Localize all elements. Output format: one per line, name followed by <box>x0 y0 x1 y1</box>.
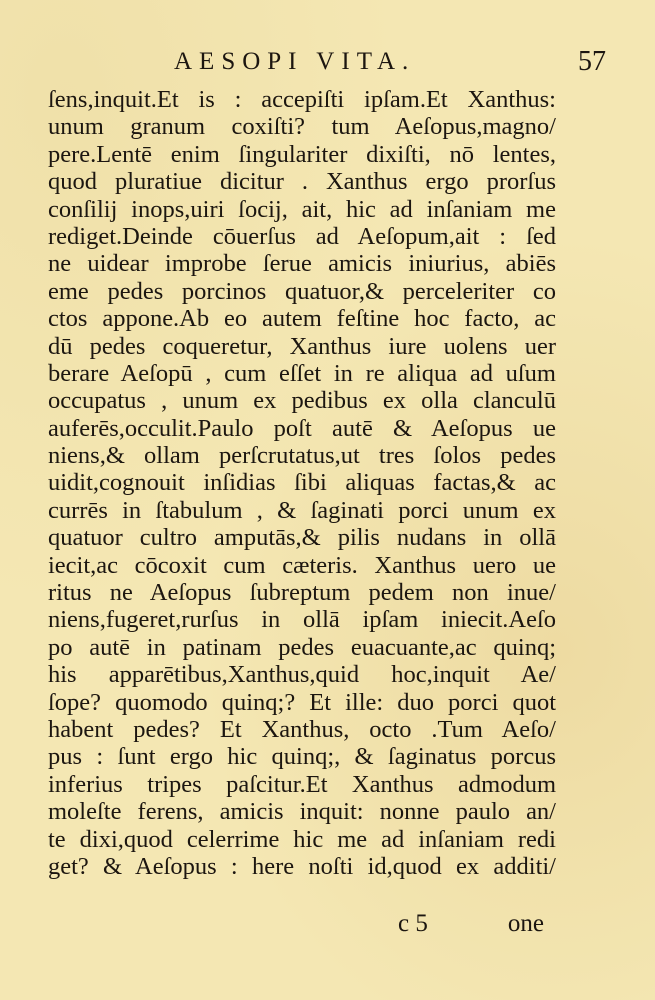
text-line: quod pluratiue dicitur . Xanthus ergo prorſus <box>48 168 556 196</box>
signature-mark: c 5 <box>398 910 428 937</box>
text-line: eme pedes porcinos quatuor,& perceleriter co <box>48 277 556 305</box>
text-line: ſens,inquit.Et is : accepiſti ipſam.Et Xanthus: <box>48 86 556 113</box>
text-line: inferius tripes paſcitur.Et Xanthus admodum <box>48 770 556 798</box>
text-line: quatuor cultro amputās,& pilis nudans in ollā <box>48 524 556 552</box>
text-line: uidit,cognouit inſidias ſibi aliquas factas,& ac <box>48 469 556 497</box>
text-line: niens,fugeret,rurſus in ollā ipſam iniecit.Aeſo <box>48 606 556 634</box>
catchword: one <box>507 910 544 937</box>
text-line: ctos appone.Ab eo autem feſtine hoc facto, ac <box>48 305 556 333</box>
text-line: conſilij inops,uiri ſocij, ait, hic ad inſaniam me <box>48 195 556 223</box>
text-line: po autē in patinam pedes euacuante,ac quinq; <box>48 633 556 661</box>
text-line: currēs in ſtabulum , & ſaginati porci unum ex <box>48 496 556 524</box>
text-line: pere.Lentē enim ſingulariter dixiſti, nō lentes, <box>48 140 556 168</box>
footer-line <box>48 910 556 940</box>
text-line: habent pedes? Et Xanthus, octo .Tum Aeſo/ <box>48 715 556 743</box>
text-line: his apparētibus,Xanthus,quid hoc,inquit Ae/ <box>48 661 556 689</box>
text-block <box>48 86 556 880</box>
text-line: niens,& ollam perſcrutatus,ut tres ſolos pedes <box>48 442 556 470</box>
text-line: berare Aeſopū , cum eſſet in re aliqua ad uſum <box>48 359 556 387</box>
text-line: get? & Aeſopus : here noſti id,quod ex additi/ <box>48 852 556 880</box>
text-line: rediget.Deinde cōuerſus ad Aeſopum,ait : ſed <box>48 222 556 250</box>
text-line: pus : ſunt ergo hic quinq;, & ſaginatus porcus <box>48 743 556 771</box>
text-line: ne uidear improbe ſerue amicis iniurius, abiēs <box>48 250 556 278</box>
text-line: moleſte ferens, amicis inquit: nonne paulo an/ <box>48 798 556 826</box>
text-line: dū pedes coqueretur, Xanthus iure uolens uer <box>48 332 556 360</box>
text-line: iecit,ac cōcoxit cum cæteris. Xanthus uero ue <box>48 551 556 579</box>
running-title: AESOPI VITA. <box>174 48 416 75</box>
text-line: ſope? quomodo quinq;? Et ille: duo porci quot <box>48 688 556 716</box>
text-line: unum granum coxiſti? tum Aeſopus,magno/ <box>48 113 556 141</box>
text-line: te dixi,quod celerrime hic me ad inſaniam redi <box>48 825 556 853</box>
page-number: 57 <box>578 46 606 77</box>
text-line: auferēs,occulit.Paulo poſt autē & Aeſopus ue <box>48 414 556 442</box>
text-line: ritus ne Aeſopus ſubreptum pedem non inue/ <box>48 579 556 607</box>
text-line: occupatus , unum ex pedibus ex olla clanculū <box>48 387 556 415</box>
running-head <box>46 44 606 80</box>
